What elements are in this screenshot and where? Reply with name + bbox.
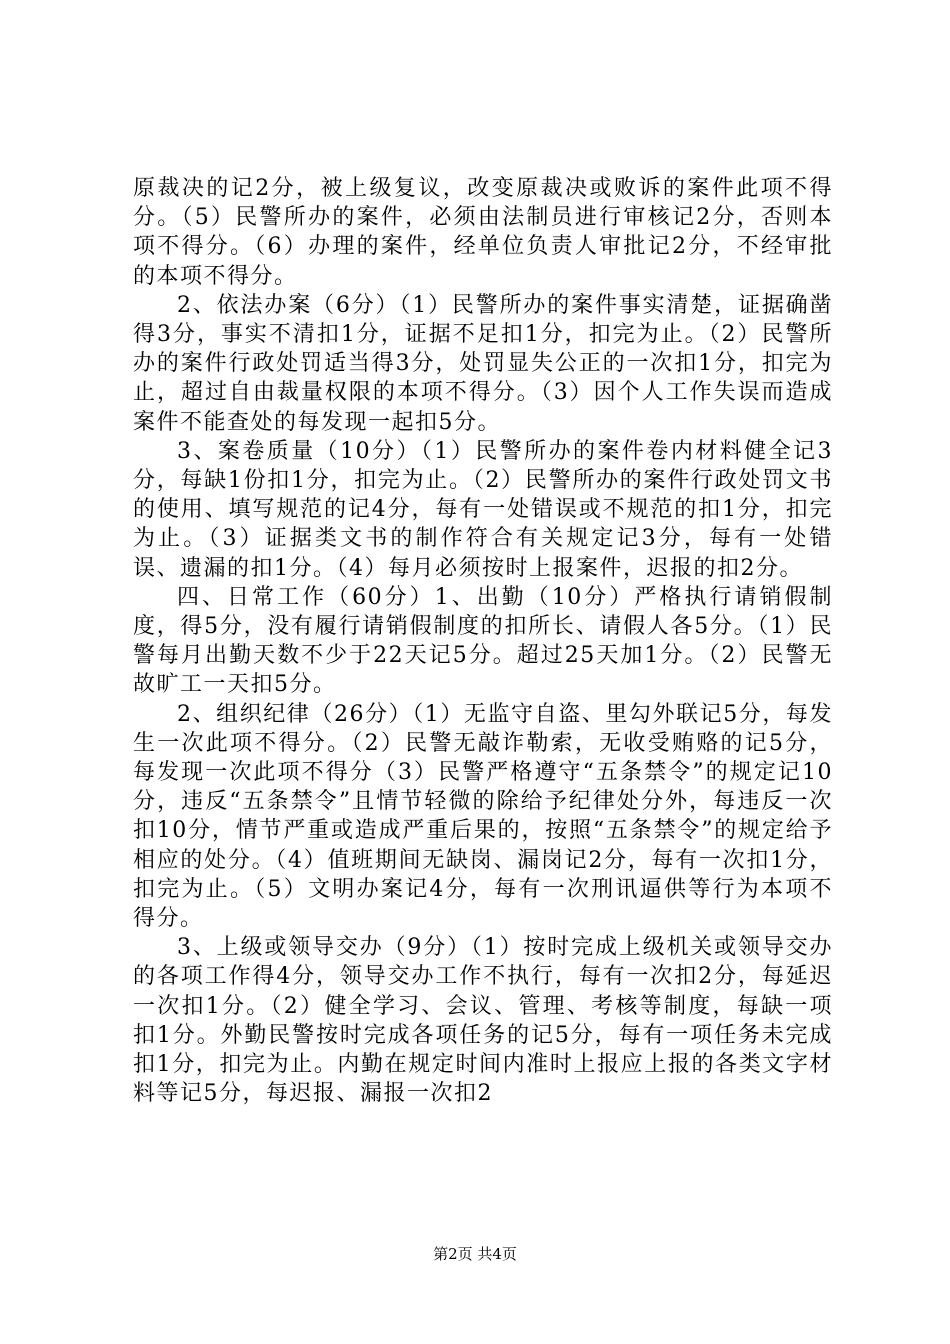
document-body	[133, 174, 833, 1109]
paragraph-6: 3、上级或领导交办（9分）（1）按时完成上级机关或领导交办的各项工作得4分，领导交办工作不执行，每有一次扣2分，每延迟一次扣1分。（2）健全学习、会议、管理、考核等制度，每缺一项扣1分。外勤民警按时完成各项任务的记5分，每有一项任务未完成扣1分，扣完为止。内勤在规定时间内准时上报应上报的各类文字材料等记5分，每迟报、漏报一次扣2	[133, 935, 833, 1107]
page-number-footer: 第2页 共4页	[433, 1245, 517, 1263]
paragraph-2: 2、依法办案（6分）（1）民警所办的案件事实清楚，证据确凿得3分，事实不清扣1分，证据不足扣1分，扣完为止。（2）民警所办的案件行政处罚适当得3分，处罚显失公正的一次扣1分，扣完为止，超过自由裁量权限的本项不得分。（3）因个人工作失误而造成案件不能查处的每发现一起扣5分。	[133, 292, 833, 435]
paragraph-1: 原裁决的记2分，被上级复议，改变原裁决或败诉的案件此项不得分。（5）民警所办的案件，必须由法制员进行审核记2分，否则本项不得分。（6）办理的案件，经单位负责人审批记2分，不经审批的本项不得分。	[133, 176, 833, 289]
paragraph-4: 四、日常工作（60分）1、出勤（10分）严格执行请销假制度，得5分，没有履行请销假制度的扣所长、请假人各5分。（1）民警每月出勤天数不少于22天记5分。超过25天加1分。（2）民警无故旷工一天扣5分。	[133, 584, 833, 698]
paragraph-5: 2、组织纪律（26分）（1）无监守自盗、里勾外联记5分，每发生一次此项不得分。（2）民警无敲诈勒索，无收受贿赂的记5分，每发现一次此项不得分（3）民警严格遵守“五条禁令”的规定记10分，违反“五条禁令”且情节轻微的除给予纪律处分外，每违反一次扣10分，情节严重或造成严重后果的，按照“五条禁令”的规定给予相应的处分。（4）值班期间无缺岗、漏岗记2分，每有一次扣1分，扣完为止。（5）文明办案记4分，每有一次刑讯逼供等行为本项不得分。	[133, 701, 833, 932]
paragraph-3: 3、案卷质量（10分）（1）民警所办的案件卷内材料健全记3分，每缺1份扣1分，扣完为止。（2）民警所办的案件行政处罚文书的使用、填写规范的记4分，每有一处错误或不规范的扣1分，扣完为止。（3）证据类文书的制作符合有关规定记3分，每有一处错误、遗漏的扣1分。（4）每月必须按时上报案件，迟报的扣2分。	[133, 438, 833, 581]
